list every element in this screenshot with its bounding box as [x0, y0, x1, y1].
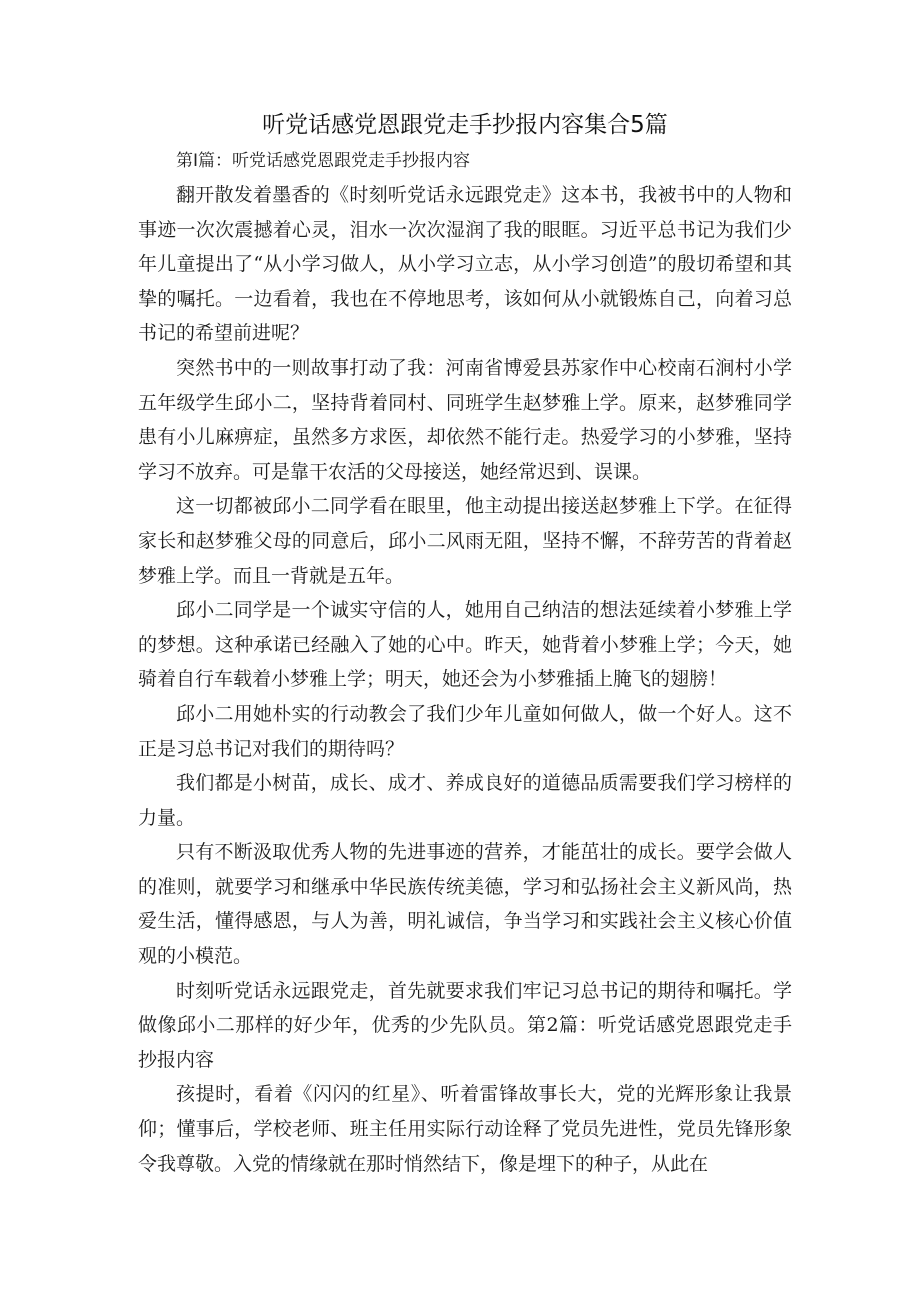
document-body [138, 178, 792, 1181]
section-heading: 第Ⅰ篇：听党话感党恩跟党走手抄报内容 [176, 151, 471, 171]
paragraph: 这一切都被邱小二同学看在眼里，他主动提出接送赵梦雅上下学。在征得家长和赵梦雅父母的同意后，邱小二风雨无阻，坚持不懈，不辞劳苦的背着赵梦雅上学。而且一背就是五年。 [138, 495, 792, 587]
paragraph: 邱小二用她朴实的行动教会了我们少年儿童如何做人，做一个好人。这不正是习总书记对我们的期待吗？ [138, 702, 792, 760]
paragraph: 孩提时，看着《闪闪的红星》、听着雷锋故事长大，党的光辉形象让我景仰；懂事后，学校老师、班主任用实际行动诠释了党员先进性，党员先锋形象令我尊敬。入党的情缘就在那时悄然结下，像是埋下的种子，从此在 [138, 1083, 792, 1175]
paragraph: 时刻听党话永远跟党走，首先就要求我们牢记习总书记的期待和嘱托。学做像邱小二那样的好少年，优秀的少先队员。第2篇：听党话感党恩跟党走手抄报内容 [138, 979, 792, 1071]
paragraph: 邱小二同学是一个诚实守信的人，她用自己纳洁的想法延续着小梦雅上学的梦想。这种承诺已经融入了她的心中。昨天，她背着小梦雅上学；今天，她骑着自行车载着小梦雅上学；明天，她还会为小梦雅插上腌飞的翅膀！ [138, 599, 792, 691]
paragraph: 我们都是小树苗，成长、成才、养成良好的道德品质需要我们学习榜样的力量。 [138, 772, 792, 829]
paragraph: 突然书中的一则故事打动了我：河南省博爱县苏家作中心校南石涧村小学五年级学生邱小二，坚持背着同村、同班学生赵梦雅上学。原来，赵梦雅同学患有小儿麻痹症，虽然多方求医，却依然不能行走。热爱学习的小梦雅，坚持学习不放弃。可是靠干农活的父母接送，她经常迟到、误课。 [138, 356, 792, 483]
document-title: 听党话感党恩跟党走手抄报内容集合5篇 [262, 112, 668, 138]
paragraph: 只有不断汲取优秀人物的先进事迹的营养，才能茁壮的成长。要学会做人的准则，就要学习和继承中华民族传统美德，学习和弘扬社会主义新风尚，热爱生活，懂得感恩，与人为善，明礼诚信，争当学习和实践社会主义核心价值观的小模范。 [138, 841, 792, 968]
paragraph: 翻开散发着墨香的《时刻听党话永远跟党走》这本书，我被书中的人物和事迹一次次震撼着心灵，泪水一次次湿润了我的眼眶。习近平总书记为我们少年儿童提出了“从小学习做人，从小学习立志，从小学习创造”的殷切希望和其挚的嘱托。一边看着，我也在不停地思考，该如何从小就锻炼自己，向着习总书记的希望前进呢？ [138, 184, 792, 345]
